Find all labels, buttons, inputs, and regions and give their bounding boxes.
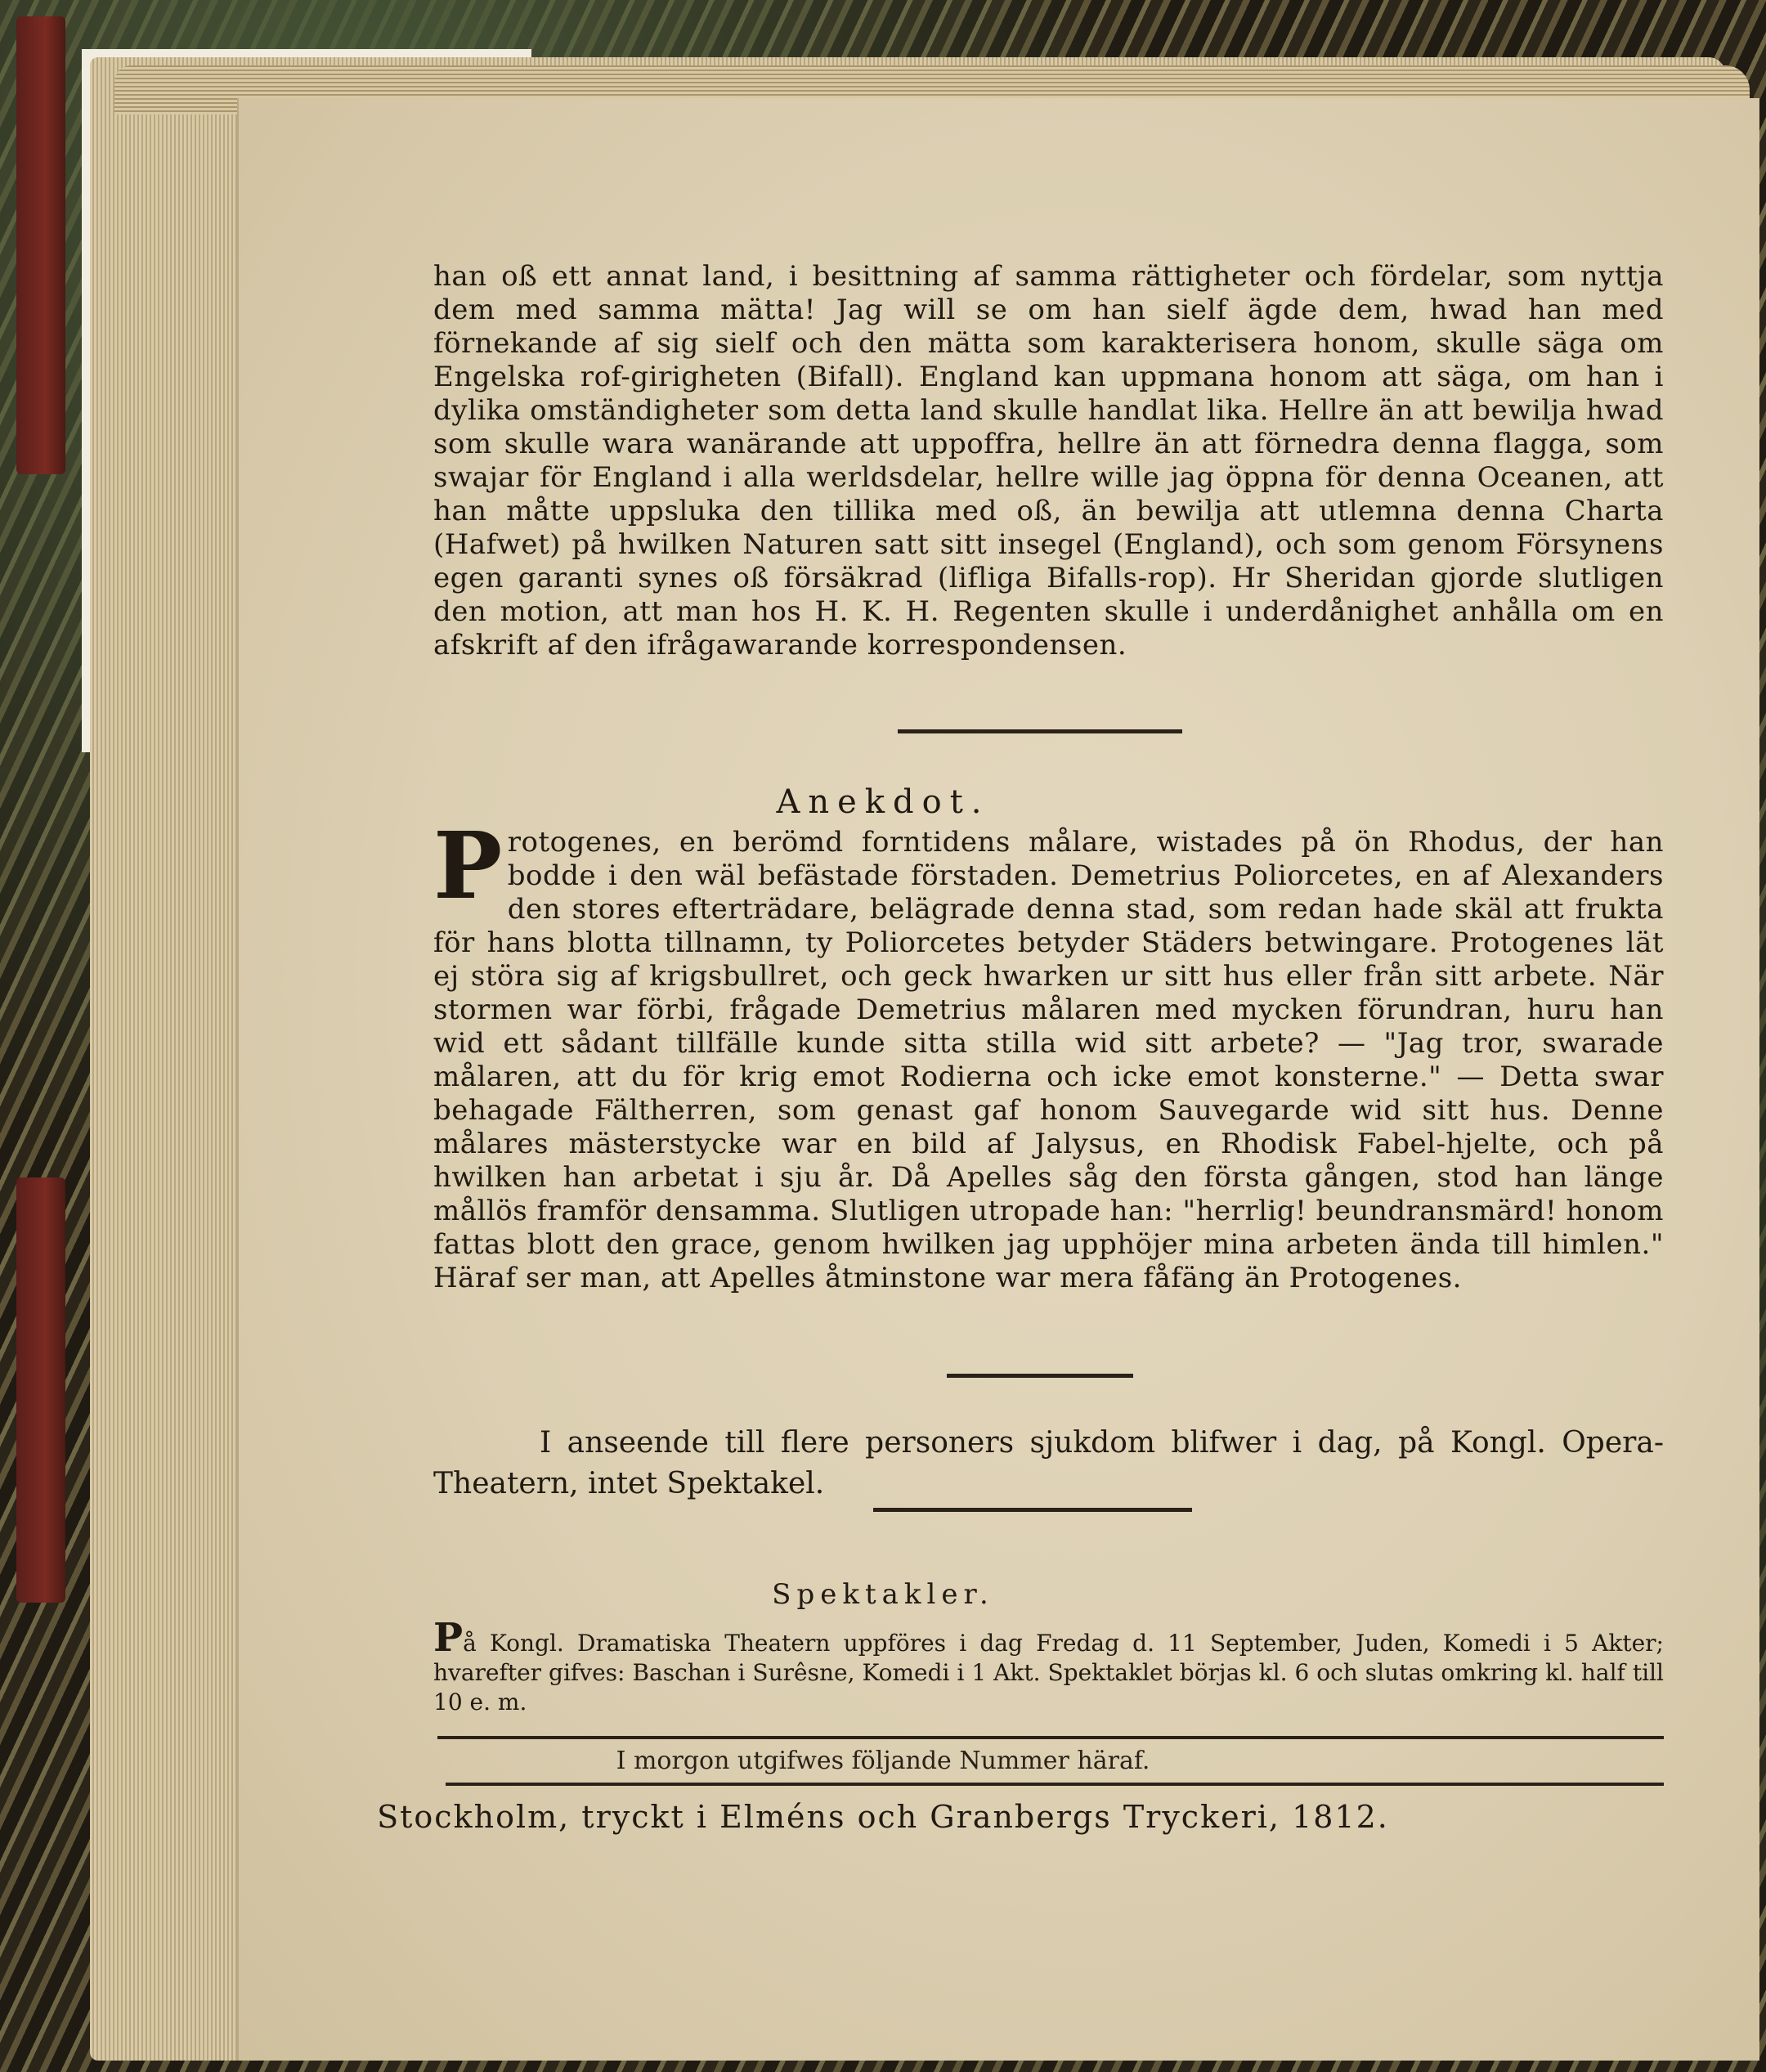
next-issue-notice: I morgon utgifwes följande Nummer häraf. bbox=[616, 1747, 1150, 1775]
printer-imprint: Stockholm, tryckt i Elméns och Granbergs Tryckeri, 1812. bbox=[377, 1799, 1389, 1835]
spektakler-body bbox=[433, 1615, 1664, 1717]
leather-corner-bottom bbox=[16, 1177, 65, 1603]
leather-corner-top bbox=[16, 16, 65, 474]
footer-rule-bottom bbox=[446, 1783, 1664, 1786]
spektakler-text: å Kongl. Dramatiska Theatern uppföres i dag Fredag d. 11 September, Juden, Komedi i 5 Akter; hvarefter gifves: Baschan i Surêsne, Komedi i 1 Akt. Spektaklet börjas kl. 6 och slutas omkring kl. half till 10 e. m. bbox=[433, 1630, 1664, 1715]
section-rule-1 bbox=[898, 729, 1182, 733]
anecdote-body bbox=[433, 813, 1664, 1295]
anecdote-drop-cap: P bbox=[433, 813, 503, 920]
spektakler-heading: Spektakler. bbox=[772, 1578, 994, 1611]
section-rule-2 bbox=[947, 1374, 1133, 1378]
anecdote-heading: Anekdot. bbox=[776, 783, 990, 821]
section-rule-3 bbox=[873, 1508, 1192, 1512]
theatre-notice: I anseende till flere personers sjukdom blifwer i dag, på Kongl. Opera-Theatern, intet Spektakel. bbox=[433, 1426, 1664, 1500]
spektakler-initial: P bbox=[433, 1615, 464, 1661]
footer-rule-top bbox=[437, 1736, 1664, 1739]
anecdote-text: rotogenes, en berömd forntidens målare, wistades på ön Rhodus, der han bodde i den wäl befästade förstaden. Demetrius Poliorcetes, en af Alexanders den stores efterträdare, belägrade denna stad, som redan hade skäl att frukta för hans blotta tillnamn, ty Poliorcetes betyder Städers betwingare. Protogenes lät ej störa sig af krigsbullret, och geck hwarken ur sitt hus eller från sitt arbete. När stormen war förbi, frågade Demetrius målaren med mycken förundran, huru han wid ett sådant tillfälle kunde sitta stilla wid sitt arbete? — "Jag tror, swarade målaren, att du för krig emot Rodierna och icke emot konsterne." — Detta swar behagade Fältherren, som genast gaf honom Sauvegarde wid sitt hus. Denne målares mästerstycke war en bild af Jalysus, en Rhodisk Fabel-hjelte, och på hwilken han arbetat i sju år. Då Apelles såg den första gången, stod han länge mållös framför densamma. Slutligen utropade han: "herrlig! beundransmärd! honom fattas blott den grace, genom hwilken jag upphöjer mina arbeten ända till himlen." Häraf ser man, att Apelles åtminstone war mera fåfäng än Protogenes. bbox=[433, 826, 1664, 1294]
article-continuation: han oß ett annat land, i besittning af samma rättigheter och fördelar, som nyttja dem med samma mätta! Jag will se om han sielf ägde dem, hwad han med förnekande af sig sielf och den mätta som karakterisera honom, skulle säga om Engelska rof-girigheten (Bifall). England kan uppmana honom att säga, om han i dylika omständigheter som detta land skulle handlat lika. Hellre än att bewilja hwad som skulle wara wanärande att uppoffra, hellre än att förnedra denna flagga, som swajar för England i alla werldsdelar, hellre wille jag öppna för denna Oceanen, att han måtte uppsluka den tillika med oß, än bewilja att utlemna denna Charta (Hafwet) på hwilken Naturen satt sitt insegel (England), och som genom Försynens egen garanti synes oß försäkrad (lifliga Bifalls-rop). Hr Sheridan gjorde slutligen den motion, att man hos H. K. H. Regenten skulle i underdånighet anhålla om en afskrift af den ifrågawarande korrespondensen. bbox=[433, 260, 1664, 662]
